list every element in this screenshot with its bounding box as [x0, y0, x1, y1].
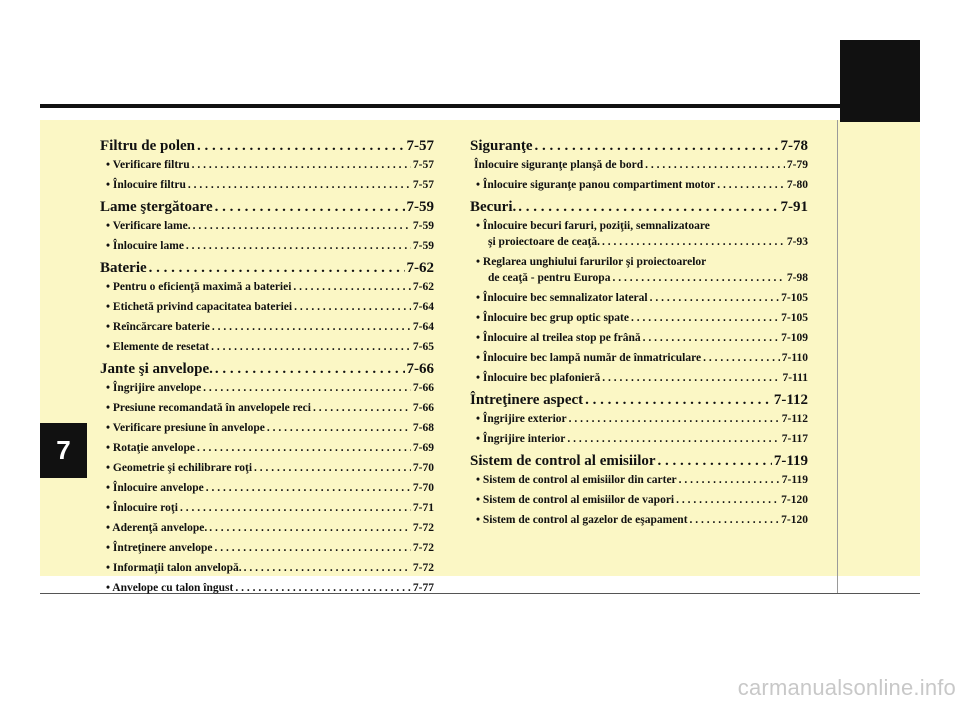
- chapter-number-badge: 7: [40, 423, 87, 478]
- toc-entry[interactable]: • Etichetă privind capacitatea bateriei . . . 7-64: [100, 301, 434, 321]
- toc-entry-line1[interactable]: • Înlocuire becuri faruri, poziţii, semnalizatoare: [476, 220, 710, 232]
- toc-entry[interactable]: • Sistem de control al emisiilor din carter . . . 7-119: [470, 474, 808, 494]
- toc-entry[interactable]: • Geometrie şi echilibrare roţi . . . 7-70: [100, 462, 434, 482]
- toc-heading-title: Întreţinere aspect: [470, 392, 584, 408]
- toc-heading[interactable]: [470, 199, 808, 220]
- toc-entry[interactable]: • Reîncărcare baterie . . . 7-64: [100, 321, 434, 341]
- toc-entry[interactable]: • Înlocuire al treilea stop pe frână . . . 7-109: [470, 332, 808, 352]
- toc-heading-title: Jante şi anvelope.: [100, 361, 213, 377]
- toc-heading-title: Sistem de control al emisiilor: [470, 453, 656, 469]
- toc-heading-page: 7-57: [406, 138, 434, 154]
- toc-entry[interactable]: • Înlocuire bec grup optic spate . . . 7-105: [470, 312, 808, 332]
- chapter-tab-top: [840, 40, 920, 122]
- toc-heading[interactable]: [100, 361, 434, 382]
- toc-heading-page: 7-112: [773, 392, 808, 408]
- toc-entry[interactable]: • Aderenţă anvelope. . . . 7-72: [100, 522, 434, 542]
- toc-entry[interactable]: • Rotaţie anvelope . . . 7-69: [100, 442, 434, 462]
- toc-heading[interactable]: [100, 138, 434, 159]
- toc-heading[interactable]: [470, 138, 808, 159]
- toc-heading-page: 7-78: [780, 138, 808, 154]
- toc-entry[interactable]: • Pentru o eficienţă maximă a bateriei . . . 7-62: [100, 281, 434, 301]
- toc-entry[interactable]: • Sistem de control al emisiilor de vapori . . . 7-120: [470, 494, 808, 514]
- toc-heading[interactable]: [470, 392, 808, 413]
- toc-entry[interactable]: de ceaţă - pentru Europa . . . 7-98: [470, 272, 808, 292]
- toc-heading[interactable]: [100, 199, 434, 220]
- toc-entry[interactable]: şi proiectoare de ceaţă. . . . 7-93: [470, 236, 808, 256]
- toc-entry[interactable]: • Presiune recomandată în anvelopele reci . . . 7-66: [100, 402, 434, 422]
- toc-heading-page: 7-119: [773, 453, 808, 469]
- toc-entry[interactable]: • Îngrijire exterior . . . 7-112: [470, 413, 808, 433]
- toc-entry[interactable]: • Înlocuire bec semnalizator lateral . . . 7-105: [470, 292, 808, 312]
- toc-heading-title: Filtru de polen: [100, 138, 196, 154]
- toc-left-column: [100, 138, 434, 602]
- toc-entry[interactable]: • Îngrijire anvelope . . . 7-66: [100, 382, 434, 402]
- toc-entry[interactable]: • Înlocuire filtru . . . 7-57: [100, 179, 434, 199]
- toc-entry-line1[interactable]: • Reglarea unghiului farurilor şi proiectoarelor: [476, 256, 707, 268]
- toc-entry[interactable]: • Înlocuire lame . . . 7-59: [100, 240, 434, 260]
- toc-heading-page: 7-66: [406, 361, 434, 377]
- toc-entry[interactable]: • Înlocuire bec lampă număr de înmatriculare . . . 7-110: [470, 352, 808, 372]
- right-margin-rule: [837, 120, 838, 594]
- toc-heading-page: 7-91: [780, 199, 808, 215]
- toc-heading-title: Becuri.: [470, 199, 517, 215]
- toc-entry[interactable]: • Înlocuire bec plafonieră . . . 7-111: [470, 372, 808, 392]
- toc-entry[interactable]: • Întreţinere anvelope . . . 7-72: [100, 542, 434, 562]
- header-rule: [40, 104, 920, 108]
- watermark: carmanualsonline.info: [737, 675, 956, 700]
- toc-heading[interactable]: [100, 260, 434, 281]
- toc-right-column: [470, 138, 808, 534]
- toc-entry[interactable]: • Verificare filtru . . . 7-57: [100, 159, 434, 179]
- toc-entry[interactable]: • Informaţii talon anvelopă. . . . 7-72: [100, 562, 434, 582]
- toc-entry[interactable]: • Înlocuire anvelope . . . 7-70: [100, 482, 434, 502]
- toc-entry[interactable]: • Sistem de control al gazelor de eşapament . . . 7-120: [470, 514, 808, 534]
- toc-entry[interactable]: • Îngrijire interior . . . 7-117: [470, 433, 808, 453]
- toc-entry[interactable]: • Verificare presiune în anvelope . . . 7-68: [100, 422, 434, 442]
- toc-entry[interactable]: • Anvelope cu talon îngust . . . 7-77: [100, 582, 434, 602]
- toc-heading[interactable]: [470, 453, 808, 474]
- toc-heading-title: Baterie: [100, 260, 147, 276]
- toc-heading-title: Lame ştergătoare: [100, 199, 213, 215]
- toc-entry[interactable]: Înlocuire siguranţe planşă de bord . . . 7-79: [470, 159, 808, 179]
- toc-heading-page: 7-62: [406, 260, 434, 276]
- toc-entry[interactable]: • Înlocuire siguranţe panou compartiment motor . . . 7-80: [470, 179, 808, 199]
- toc-heading-page: 7-59: [406, 199, 434, 215]
- toc-entry[interactable]: • Elemente de resetat . . . 7-65: [100, 341, 434, 361]
- toc-entry[interactable]: • Verificare lame. . . . 7-59: [100, 220, 434, 240]
- toc-heading-title: Siguranţe: [470, 138, 533, 154]
- toc-entry[interactable]: • Înlocuire roţi . . . 7-71: [100, 502, 434, 522]
